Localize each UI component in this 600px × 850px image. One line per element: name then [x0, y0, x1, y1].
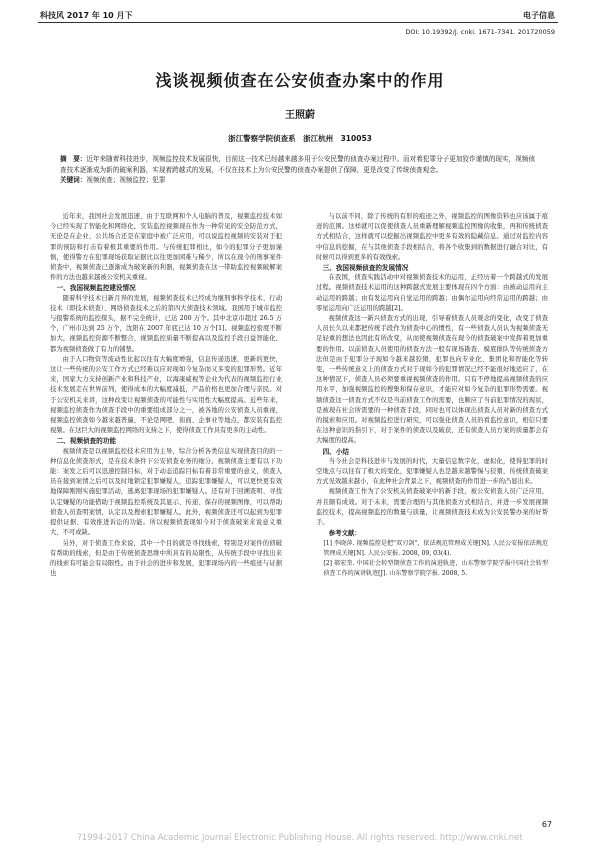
paragraph: 视频侦查是以视频监控技术应用为主导，综合分析各类信息实现侦查目的的一种信息化侦查形式，是在技术条件下公安侦查业务的细分。视频侦查主要有以下功能：案发之后可以迅速控制目标，对于动态追踪目标有着非常重要的意义，侦查人员在接到案情之后可以及时地锁定犯罪嫌疑人，追踪犯罪嫌疑人，可以更快更有效地保障刚刚实施犯罪活动，逃离犯罪现场的犯罪嫌疑人。还有对于回溯查明、寻找认定嫌疑的功能借助于视频监控系统及其显示、传递、保存的视频图像，可以帮助侦查人员查明案情，认定以及搜索犯罪嫌疑人。此外，视频侦查还可以起到为犯罪提供证据、有效推进诉讼的功能。所以视频侦查现如今对于侦查破案来说意义重大，不可或缺。 — [50, 447, 282, 537]
left-column — [50, 212, 282, 579]
references-title: 参考文献： — [328, 529, 361, 538]
article-title: 浅谈视频侦查在公安侦查办案中的作用 — [155, 71, 445, 90]
header-divider — [38, 22, 558, 23]
paragraph: 视频侦查工作为了公安机关侦查破案中的新手段，被公安侦查人员广泛应用，并且颇有成效。对于未来，需要合理的与其他侦查方式相结合，并进一步发展视频监控技术，提高视频监控的数量与质量，让视频侦查技术成为公安民警办案的好帮手。 — [316, 488, 548, 527]
reference-item: [1] 李晓萍. 视频监控是把"双刃剑"，依法规范管理成关键[N]. 人民公安报依法规范管理成关键[N]. 人民公安报. 2008, 09, 03(4). — [323, 539, 548, 557]
abstract-label: 摘 要： — [60, 155, 87, 163]
abstract-text: 近年来随着科技进步，视频监控技术发展很快，目前这一技术已经越来越多用于公安民警的侦查办案过程中。而对着犯罪分子更加狡诈谨慎的现实，视频侦查技术逐渐成为新的破案利器，实现着跨越式的发展，不仅在技术上为公安民警的侦查办案提供了保障，更是改变了传统侦查观念。 — [60, 155, 535, 174]
section-heading-3: 三、我国视频侦查的发展情况 — [322, 264, 409, 273]
page-number: 67 — [541, 820, 552, 829]
journal-header: 科技风 2017 年 10 月下 — [40, 11, 133, 20]
author: 王照蔚 — [285, 110, 315, 121]
right-column — [316, 212, 548, 579]
doi: DOI: 10.19392/j. cnki. 1671-7341. 201720059 — [405, 28, 555, 36]
copyright-footer: ?1994-2017 China Academic Journal Electronic Publishing House. All rights reserved. http://www.cnki.net — [77, 833, 523, 843]
paragraph: 在我国，侦查实践活动中对视频侦查技术的运用，正经历着一个跨越式的发展过程。视频侦查技术运用的这种跨越式发展主要体现在四个方面：由被动运用向主动运用的跨越；由有发运用向自觉运用的跨越；由偶尔运用向经常运用的跨越；由零星运用向广泛运用的跨越[2]。 — [316, 274, 548, 312]
paragraph: 由于人口物资等流动性比起以往有大幅度增强，信息传递迅速，更新的更快，这让一些传统的公安工作方式已经难以应对现如今复杂而又多变的犯罪形势。近年来，国家大力支持创新产业和科技产业，以海康威视等企业为代表的视频监控行业技术发展走在世界前列，使得成本的大幅度减低，产品价格也更加合理与亲民。对于公安机关来讲，这种改变让视频侦查的可能性与实用性大幅度提高。近些年来，视频监控侦查作为侦查手段中的重要组成部分之一，被各地的公安侦查人员重视，视频监控侦查如今越来越普遍，不论是网吧、街面、企事业等地点，都安装有监控视频。在这巨大的视频监控网络的支持之下，使得侦查工作具有更多的主动性。 — [50, 355, 282, 435]
paragraph: 视频侦查这一新兴侦查方式的出现，引导着侦查人员观念的变化，改变了侦查人员长久以来都把传统手段作为侦查中心的惯性，有一些侦查人员认为视频侦查无足轻重的想法也因此有所改变，从而使视频侦查在现今的侦查破案中发挥着更加重要的作用。以前侦查人员使用的侦查方法一般有现场勘查、模底排队等传统侦查方法但是由于犯罪分子现如今越来越狡猾，犯罪也向专业化、集团化和智能化等转变，一些传统意义上的侦查方式对于现如今的犯罪情况已经不能很好地适应了，在这种情况下，侦查人员必须要重视视频侦查的作用。只有不停地提高视频侦查的应用水平，加强视频监控的搜集和保存意识，才能应对如今复杂的犯罪形势需要。视频侦查这一侦查方式不仅是当前侦查工作的需要，也顺应了当前犯罪情况的现状，是被现在社会所需要的一种侦查手段，同时也可以体现出侦查人员对新的侦查方式的摸索和应用。对视频监控进行研究，可以强化侦查人员的看监控意识，相信只要在这种意识的指引下，对于案件的侦查以及破获，还有侦查人员方案的质量都会有大幅度的提高。 — [316, 315, 548, 445]
abstract-block — [60, 154, 535, 186]
section-header: 电子信息 — [523, 11, 555, 20]
keywords — [60, 175, 535, 186]
intro-paragraph: 近年来，我国社会发展迅速，由于互联网和个人电脑的普及，视频监控技术如今已经实现了智能化和网络化，安装监控视频现在作为一种常见的安全防范方式，无论是在企业、公共场合还是在家庭中被广泛应用，可以说监控视频的安装对于犯罪的预防和打击有着极其重要的作用。与传统犯罪相比，如今的犯罪分子更加谨慎，使得警方在犯罪现场获取证据比以往更加困难与稀少，所以在现今的刑事案件侦查中，视频侦查已逐渐成为破案新的利器，视频侦查在这一带助监控视频破解案件的方法也越来越被公安机关重视。 — [50, 213, 282, 282]
section-heading-4: 四、小结 — [322, 447, 349, 456]
section-heading-2: 二、视频侦查的功能 — [56, 437, 116, 446]
keywords-label: 关键词： — [60, 176, 87, 184]
paragraph: 与以前不同，除了传统的有形的痕迹之外，视频监控的图像资料也应该属于痕迹的范围。这样就可以促使侦查人员重新理解视频监控图像的收集，再和传统侦查方式相结合，这样就可以挖掘出视频监控中更多有效的隐藏信息。通过对监控内容中信息的挖掘，在与其他侦查手段相结合，将各个收集到的数据进行融合对比，有时候可以得到更多的有效线索。 — [316, 213, 548, 261]
affiliation: 浙江警察学院侦查系 浙江杭州 310053 — [228, 134, 372, 143]
reference-item: [2] 郝宏奎. 中国社会转型期侦查工作的演进轨迹，山东警察学院学报中国社会转型侦查工作的演讲轨迹[J]. 山东警察学院学报. 2008, 5. — [323, 559, 548, 577]
keywords-text: 视频侦查；视频监控；犯罪 — [86, 176, 166, 184]
paragraph: 当今社会是科技进步与发展的时代，大量信息数字化，虚拟化，使得犯罪的时空地点与以往有了极大的变化，犯罪嫌疑人也是越来越警惕与狡猾，传统侦查破案方式见效越来越小，在此种社会背景之下，视频侦查的作用进一步的凸显出来。 — [316, 457, 548, 486]
section-heading-1: 一、我国视频监控建设情况 — [56, 284, 136, 293]
paragraph: 随着科学技术日新月异的发展，视频侦查技术已经成为继刑事科学技术、行动技术（即技术侦查）、网络侦查技术之后的第四大侦查技术领域。我国用于城市监控与报警系统的监控探头，据不完全统计，已达 200 万个。其中北京市超过 26.5 万个，广州市达到 25 万个，沈阳在 2007 年底已达 10 万个[1]。视频监控密度不断加大，视频监控资源不断整合，视频监控质量不断提高以及监控手段日益智能化，都为视频侦查做了有力的铺垫。 — [50, 294, 282, 353]
paragraph: 另外，对于侦查工作来说，其中一个目的就是寻找线索，特别是对案件的侦破有帮助的线索，但是由于传统侦查思维中所具有的局限性，从传统手段中寻找出来的线索有可能会有局限性。由于社会的进步和发展，犯罪现场内的一些痕迹与证据也 — [50, 539, 282, 578]
abstract — [60, 154, 535, 175]
